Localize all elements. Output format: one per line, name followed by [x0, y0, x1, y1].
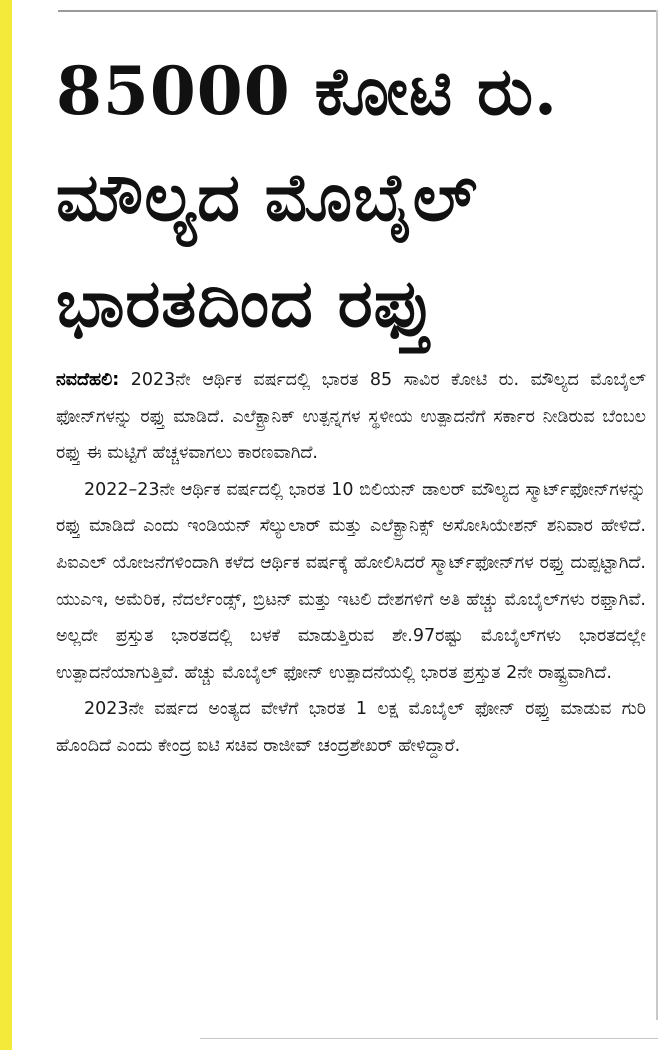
paragraph-3: 2023ನೇ ವರ್ಷದ ಅಂತ್ಯದ ವೇಳೆಗೆ ಭಾರತ 1 ಲಕ್ಷ ಮೊಬೈಲ್ ಫೋನ್ ರಫ್ತು ಮಾಡುವ ಗುರಿ ಹೊಂದಿದೆ ಎಂದು ಕೇಂದ್ರ ಐಟಿ ಸಚಿವ ರಾಜೀವ್ ಚಂದ್ರಶೇಖರ್ ಹೇಳಿದ್ದಾರೆ. [56, 699, 646, 756]
headline [56, 38, 646, 356]
headline-line-1: 85000 ಕೋಟಿ ರು. [56, 52, 559, 130]
article-body [56, 362, 646, 765]
page-edge-strip [0, 0, 12, 1050]
top-rule [58, 10, 658, 12]
headline-line-3: ಭಾರತದಿಂದ ರಫ್ತು [56, 264, 435, 342]
news-article [56, 38, 646, 765]
column-rule [656, 10, 658, 1020]
bottom-rule [200, 1038, 658, 1039]
dateline: ನವದೆಹಲಿ: [56, 370, 120, 390]
paragraph-1 [56, 362, 646, 472]
paragraph-2: 2022–23ನೇ ಆರ್ಥಿಕ ವರ್ಷದಲ್ಲಿ ಭಾರತ 10 ಬಿಲಿಯನ್ ಡಾಲರ್ ಮೌಲ್ಯದ ಸ್ಮಾರ್ಟ್‌ಫೋನ್‌ಗಳನ್ನು ರಫ್ತು ಮಾಡಿದೆ ಎಂದು ಇಂಡಿಯನ್ ಸೆಲ್ಯುಲಾರ್ ಮತ್ತು ಎಲೆಕ್ಟ್ರಾನಿಕ್ಸ್ ಅಸೋಸಿಯೇಶನ್ ಶನಿವಾರ ಹೇಳಿದೆ. ಪಿಐಎಲ್ ಯೋಜನೆಗಳಿಂದಾಗಿ ಕಳೆದ ಆರ್ಥಿಕ ವರ್ಷಕ್ಕೆ ಹೋಲಿಸಿದರೆ ಸ್ಮಾರ್ಟ್‌ಫೋನ್‌ಗಳ ರಫ್ತು ದುಪ್ಪಟ್ಟಾಗಿದೆ. ಯುಎಇ, ಅಮೆರಿಕ, ನೆದರ್ಲೆಂಡ್ಸ್, ಬ್ರಿಟನ್ ಮತ್ತು ಇಟಲಿ ದೇಶಗಳಿಗೆ ಅತಿ ಹೆಚ್ಚು ಮೊಬೈಲ್‌ಗಳು ರಫ್ತಾಗಿವೆ. ಅಲ್ಲದೇ ಪ್ರಸ್ತುತ ಭಾರತದಲ್ಲಿ ಬಳಕೆ ಮಾಡುತ್ತಿರುವ ಶೇ.97ರಷ್ಟು ಮೊಬೈಲ್‌ಗಳು ಭಾರತದಲ್ಲೇ ಉತ್ಪಾದನೆಯಾಗುತ್ತಿವೆ. ಹೆಚ್ಚು ಮೊಬೈಲ್ ಫೋನ್ ಉತ್ಪಾದನೆಯಲ್ಲಿ ಭಾರತ ಪ್ರಸ್ತುತ 2ನೇ ರಾಷ್ಟ್ರವಾಗಿದೆ. [56, 479, 646, 683]
paragraph-1-text: 2023ನೇ ಆರ್ಥಿಕ ವರ್ಷದಲ್ಲಿ ಭಾರತ 85 ಸಾವಿರ ಕೋಟಿ ರು. ಮೌಲ್ಯದ ಮೊಬೈಲ್ ಫೋನ್‌ಗಳನ್ನು ರಫ್ತು ಮಾಡಿದೆ. ಎಲೆಕ್ಟ್ರಾನಿಕ್ ಉತ್ಪನ್ನಗಳ ಸ್ಥಳೀಯ ಉತ್ಪಾದನೆಗೆ ಸರ್ಕಾರ ನೀಡಿರುವ ಬೆಂಬಲ ರಫ್ತು ಈ ಮಟ್ಟಿಗೆ ಹೆಚ್ಚಳವಾಗಲು ಕಾರಣವಾಗಿದೆ. [56, 370, 646, 464]
headline-line-2: ಮೌಲ್ಯದ ಮೊಬೈಲ್ [56, 158, 478, 236]
